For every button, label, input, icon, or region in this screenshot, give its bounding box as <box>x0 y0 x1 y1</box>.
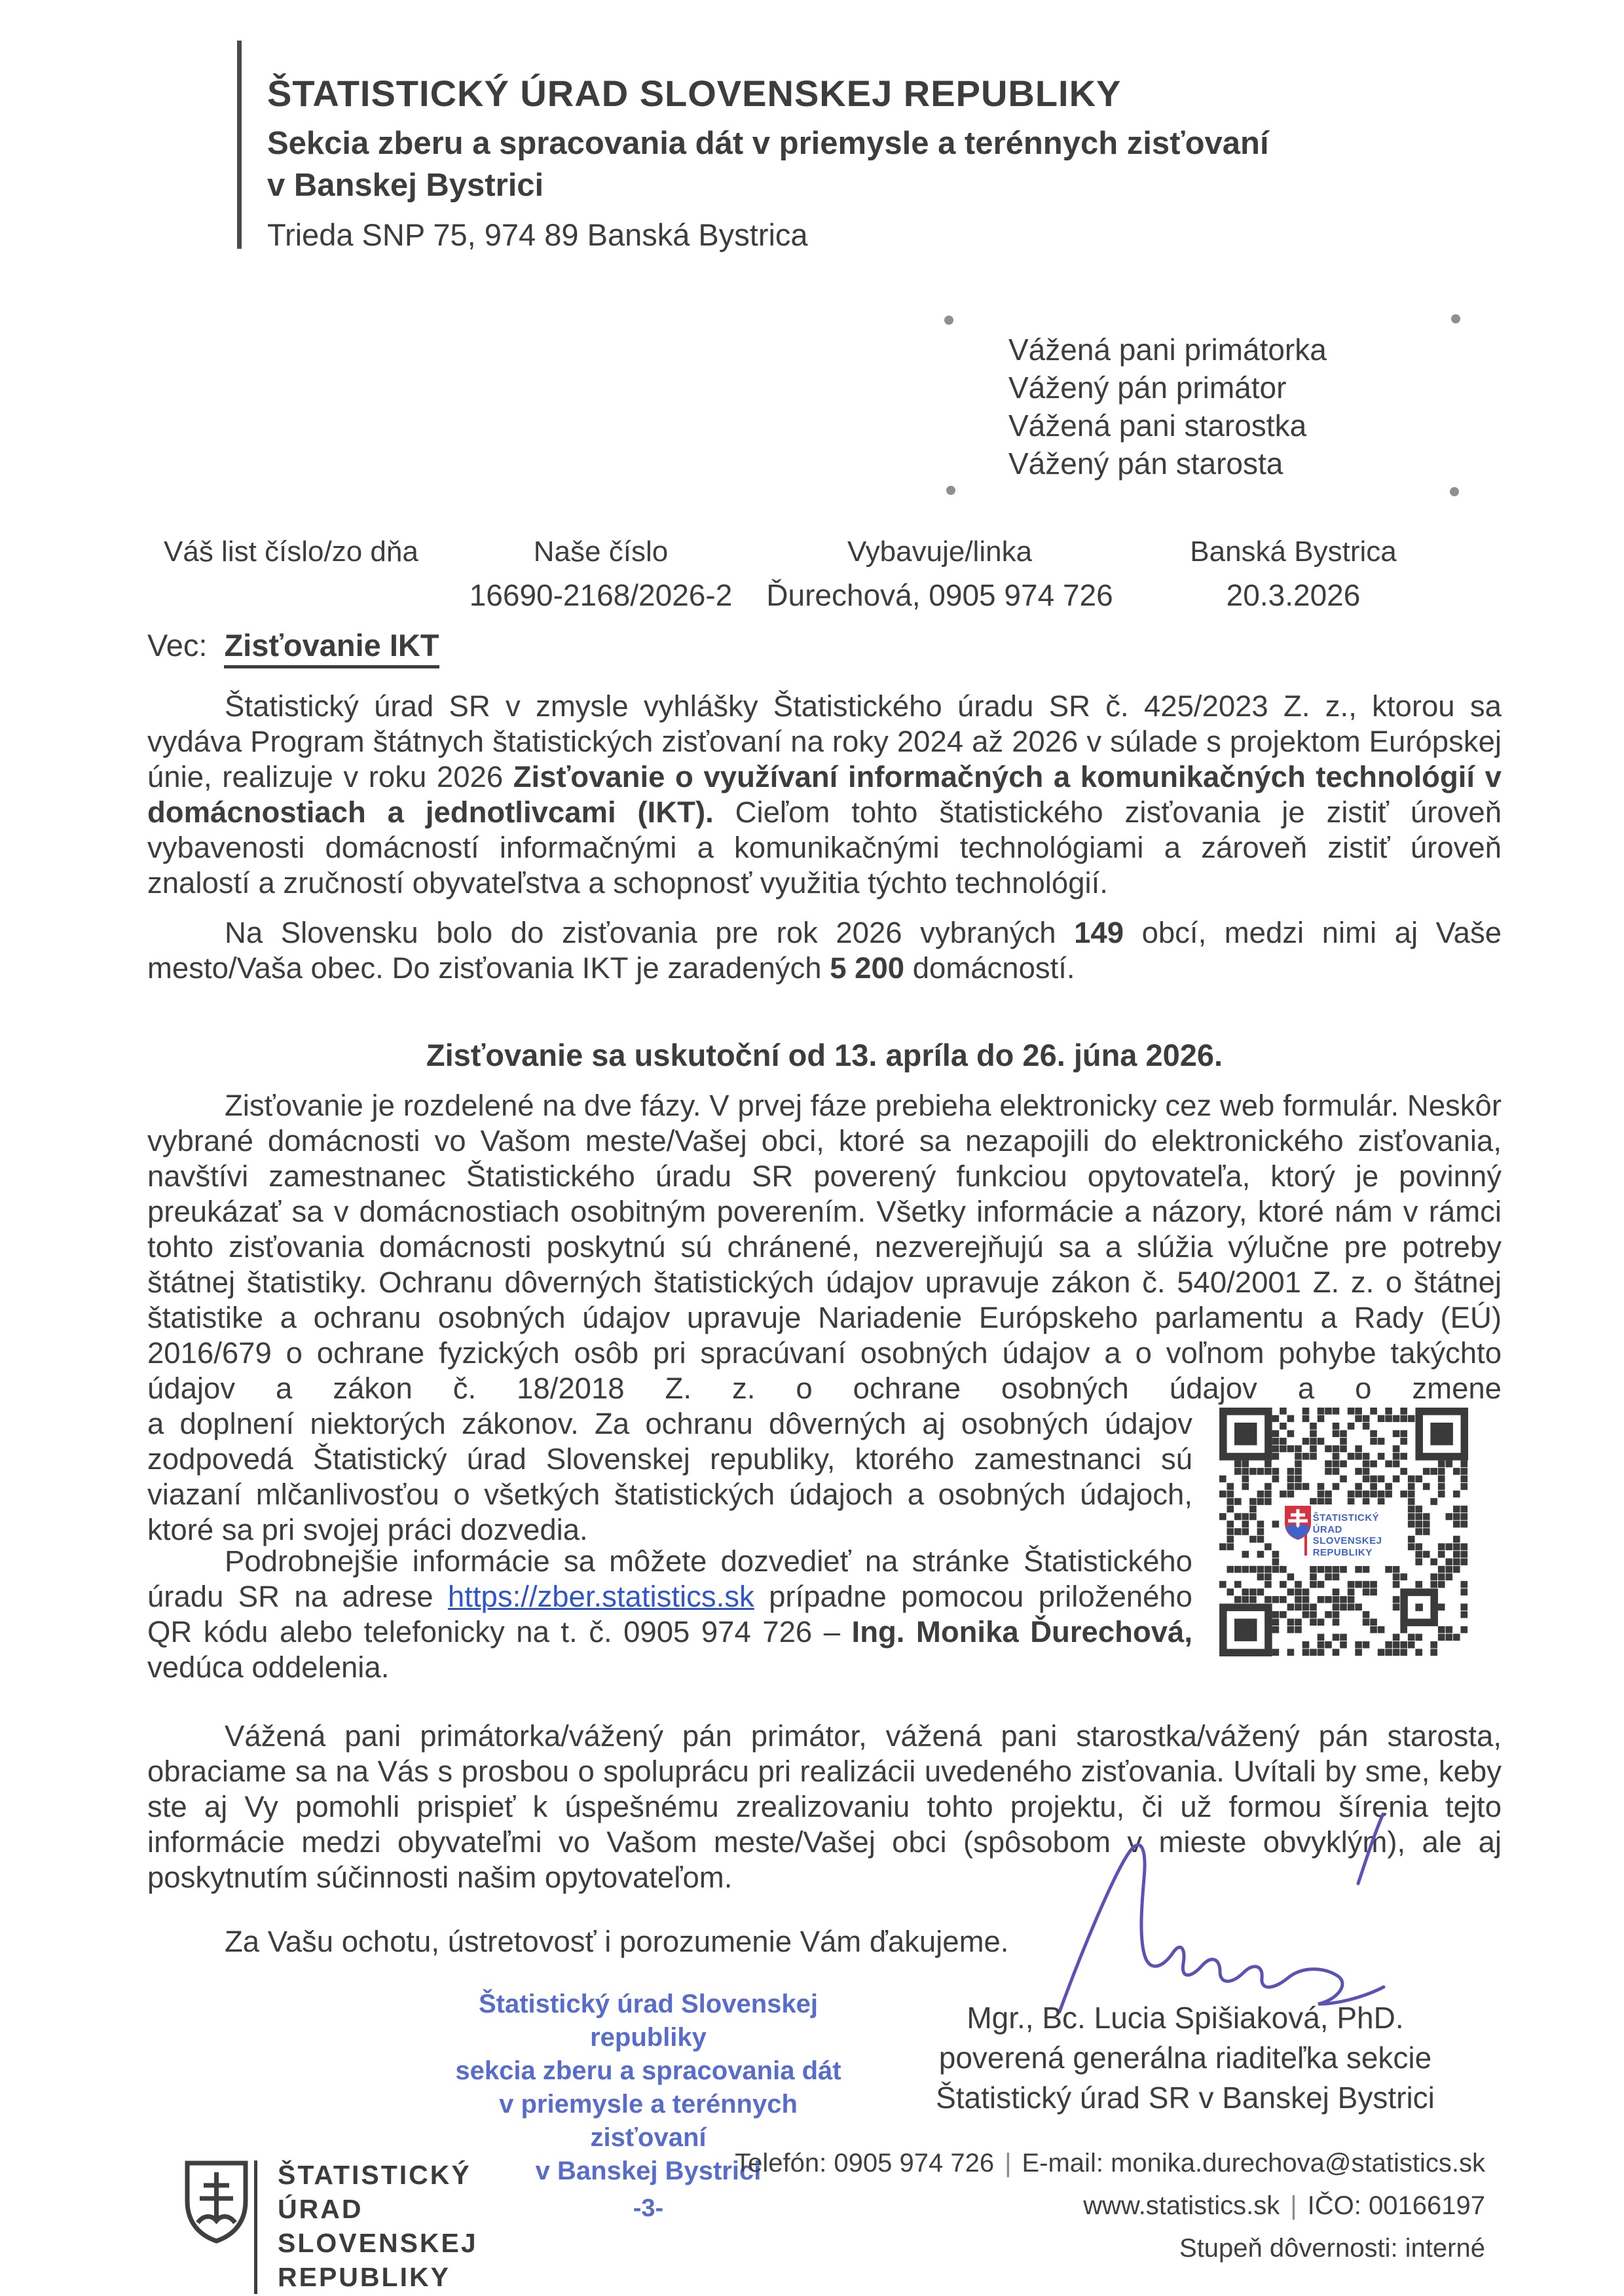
paragraph-text: Podrobnejšie informácie sa môžete dozvedieť na stránke Štatistického úradu SR na adrese <box>147 1544 1192 1613</box>
reference-col-place-date <box>1130 536 1457 613</box>
letterhead-vertical-rule <box>237 41 242 249</box>
footer-contact <box>735 2142 1485 2270</box>
contact-person-name: Ing. Monika Ďurechová, <box>851 1615 1192 1649</box>
footer-logo-line: ÚRAD <box>278 2194 363 2224</box>
survey-period-highlight: Zisťovanie sa uskutoční od 13. apríla do 26. júna 2026. <box>426 1038 1223 1072</box>
org-section-line2: v Banskej Bystrici <box>267 168 544 203</box>
reference-value <box>164 577 452 609</box>
stamp-line: sekcia zberu a spracovania dát <box>455 2056 841 2085</box>
website-value: www.statistics.sk <box>1083 2191 1280 2220</box>
handwritten-signature <box>982 1804 1414 2026</box>
letterhead <box>267 72 1269 253</box>
reference-col-your-ref <box>145 536 452 613</box>
recipient-line: Vážená pani starostka <box>1008 409 1307 443</box>
survey-website-link[interactable]: https://zber.statistics.sk <box>447 1580 754 1613</box>
qr-logo-line: ŠTATISTICKÝ <box>1312 1512 1380 1523</box>
reference-label: Banská Bystrica <box>1190 536 1397 568</box>
ico-label: IČO: <box>1307 2191 1361 2220</box>
paragraph-bold-text: 5 200 <box>830 951 905 985</box>
paragraph-text: Cieľom tohto štatistického zisťovania je zistiť úroveň vybavenosti domácností informačnými a komunikačnými technológiami a zároveň zistiť úroveň znalostí a zručností obyvateľstva a schopnosť využitia týchto technológií. <box>147 795 1502 900</box>
footer-logo-line: REPUBLIKY <box>278 2262 451 2292</box>
paragraph-bold-text: 149 <box>1074 916 1124 949</box>
reference-label: Naše číslo <box>533 536 669 568</box>
paragraph-bold-text: Zisťovanie o využívaní informačných a komunikačných technológií v domácnostiach a jednotlivcami (IKT). <box>147 760 1502 829</box>
footer-logo-line: SLOVENSKEJ <box>278 2228 478 2258</box>
paragraph-1 <box>147 689 1502 901</box>
registration-dot <box>1451 314 1460 323</box>
recipient-line: Vážená pani primátorka <box>1008 333 1327 367</box>
paragraph-text: Na Slovensku bolo do zisťovania pre rok 2026 vybraných <box>225 916 1075 949</box>
divider: | <box>1290 2191 1297 2220</box>
org-address: Trieda SNP 75, 974 89 Banská Bystrica <box>267 217 808 252</box>
qr-code <box>1219 1408 1468 1659</box>
reference-label: Váš list číslo/zo dňa <box>164 536 418 568</box>
paragraph-4 <box>147 1544 1192 1685</box>
reference-col-our-number <box>452 536 750 613</box>
paragraph-text: Štatistický úrad SR v zmysle vyhlášky Štatistického úradu SR č. 425/2023 Z. z., ktorou sa vydáva Program štátnych štatistických zisťovaní na roky 2024 až 2026 v súlade s projektom Európskej únie, realizuje v roku 2026 <box>147 689 1502 793</box>
page-number: -3- <box>633 2195 664 2222</box>
stamp-line: v priemysle a terénnych zisťovaní <box>499 2090 798 2152</box>
paragraph-text: prípadne pomocou priloženého QR kódu alebo telefonicky na t. č. 0905 974 726 – <box>147 1580 1192 1649</box>
signer-name: Mgr., Bc. Lucia Spišiaková, PhD. <box>967 2001 1404 2035</box>
signer-role: poverená generálna riaditeľka sekcie <box>938 2041 1432 2075</box>
paragraph-5: Vážená pani primátorka/vážený pán primátor, vážená pani starostka/vážený pán starosta, obraciame sa na Vás s prosbou o spoluprácu pri realizácii uvedeného zisťovania. Uvítali by sme, keby ste aj Vy pomohli prispieť k úspešnému zrealizovaniu tohto projektu, či už formou šírenia tejto informácie medzi obyvateľmi vo Vašom meste/Vašej obci (spôsobom v mieste obvyklým), ale aj poskytnutím súčinnosti našim opytovateľom. <box>147 1719 1502 1894</box>
paragraph-text: domácností. <box>904 951 1075 985</box>
reference-col-handled-by <box>750 536 1130 613</box>
email-label: E-mail: <box>1022 2149 1103 2178</box>
subject-line <box>147 627 439 663</box>
closing-line: Za Vašu ochotu, ústretovosť i porozumenie Vám ďakujeme. <box>225 1925 1009 1958</box>
footer-contact-line2 <box>735 2185 1485 2227</box>
email-value: monika.durechova@statistics.sk <box>1111 2149 1485 2178</box>
registration-dot <box>1450 487 1459 496</box>
paragraph-3b: a doplnení niektorých zákonov. Za ochranu dôverných aj osobných údajov zodpovedá Štatistický úrad Slovenskej republiky, ktorého zamestnanci sú viazaní mlčanlivosťou o všetkých štatistických údajoch a osobných údajoch, ktoré sa pri svojej práci dozvedia. <box>147 1407 1192 1546</box>
stamp-line: Štatistický úrad Slovenskej republiky <box>478 1990 818 2052</box>
qr-logo-line: SLOVENSKEJ <box>1312 1535 1382 1546</box>
signer-org: Štatistický úrad SR v Banskej Bystrici <box>936 2081 1435 2115</box>
qr-logo-line: ÚRAD <box>1312 1523 1342 1535</box>
divider: | <box>1005 2149 1012 2178</box>
reference-row <box>145 536 1511 613</box>
coat-of-arms-icon <box>1283 1504 1312 1541</box>
reference-value: 16690-2168/2026-2 <box>469 578 733 612</box>
footer-coat-of-arms-icon <box>182 2158 251 2246</box>
paragraph-text: obcí, medzi nimi aj Vaše mesto/Vaša obec. Do zisťovania IKT je zaradených <box>147 916 1502 985</box>
confidentiality-level: Stupeň dôvernosti: interné <box>1179 2234 1485 2263</box>
footer-contact-line1 <box>735 2142 1485 2185</box>
stamp-line: v Banskej Bystrici <box>535 2157 762 2185</box>
ico-value: 00166197 <box>1369 2191 1485 2220</box>
phone-value: 0905 974 726 <box>834 2149 995 2178</box>
qr-logo-text <box>1313 1512 1382 1558</box>
subject-title: Zisťovanie IKT <box>224 628 439 668</box>
footer-logo-line: ŠTATISTICKÝ <box>278 2160 471 2190</box>
reference-label: Vybavuje/linka <box>847 536 1033 568</box>
registration-dot <box>944 316 953 325</box>
signer-block <box>910 1998 1460 2118</box>
reference-value: Ďurechová, 0905 974 726 <box>766 578 1113 612</box>
recipient-line: Vážený pán primátor <box>1008 371 1287 405</box>
org-section-line1: Sekcia zberu a spracovania dát v priemysle a terénnych zisťovaní <box>267 126 1269 161</box>
subject-label: Vec: <box>147 628 208 663</box>
registration-dot <box>946 486 955 495</box>
paragraph-text: vedúca oddelenia. <box>147 1650 390 1684</box>
qr-logo-line: REPUBLIKY <box>1312 1546 1373 1558</box>
recipient-line: Vážený pán starosta <box>1008 446 1283 481</box>
recipient-block <box>1008 331 1327 483</box>
phone-label: Telefón: <box>735 2149 827 2178</box>
footer-logo-rule <box>254 2160 257 2294</box>
reference-value: 20.3.2026 <box>1226 578 1361 612</box>
org-name: ŠTATISTICKÝ ÚRAD SLOVENSKEJ REPUBLIKY <box>267 73 1122 114</box>
qr-center-logo <box>1283 1504 1403 1566</box>
paragraph-3a: Zisťovanie je rozdelené na dve fázy. V prvej fáze prebieha elektronicky cez web formulár. Neskôr vybrané domácnosti vo Vašom meste/Vašej obci, ktoré sa nezapojili do elektronického zisťovania, navštívi zamestnanec Štatistického úradu SR poverený funkciou opytovateľa, ktorý je povinný preukázať sa v domácnostiach osobitným poverením. Všetky informácie a názory, ktoré nám v rámci tohto zisťovania domácnosti poskytnú sú chránené, nezverejňujú sa a slúžia výlučne pre potreby štátnej štatistiky. Ochranu dôverných štatistických údajov upravuje zákon č. 540/2001 Z. z. o štátnej štatistike a ochranu osobných údajov upravuje Nariadenie Európskeho parlamentu a Rady (EÚ) 2016/679 o ochrane fyzických osôb pri spracúvaní osobných údajov a o voľnom pohybe takýchto údajov a zákon č. 18/2018 Z. z. o ochrane osobných údajov a o zmene <box>147 1089 1502 1405</box>
footer-logo-text <box>278 2158 478 2294</box>
paragraph-2 <box>147 915 1502 986</box>
